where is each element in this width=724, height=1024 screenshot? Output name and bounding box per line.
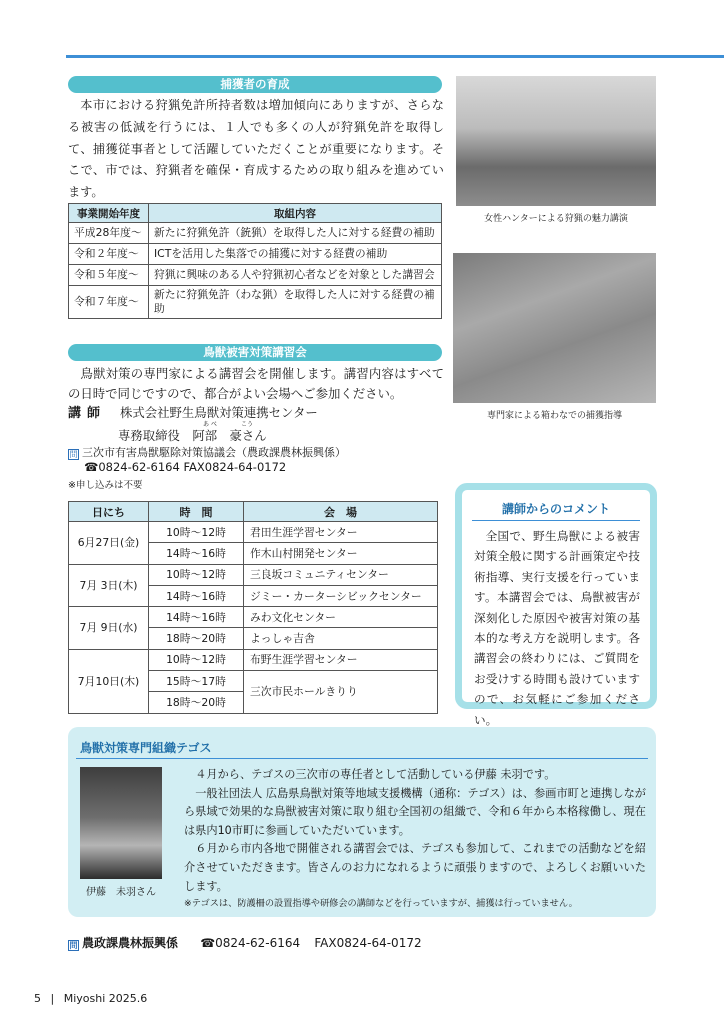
inquiry-icon: 問 [69, 450, 78, 459]
table-row: 7月 3日(木) 10時〜12時 三良坂コミュニティセンター [69, 564, 438, 585]
portrait-caption: 伊藤 未羽さん [86, 887, 156, 898]
comment-divider [472, 520, 640, 521]
table-row: 6月27日(金) 10時〜12時 君田生涯学習センター [69, 522, 438, 543]
initiatives-table [68, 203, 442, 319]
table-header: 会 場 [244, 502, 438, 522]
page-footer [34, 992, 147, 1005]
table-row: 18時〜20時 よっしゃ吉舎 [69, 628, 438, 649]
table-row: 7月10日(木) 10時〜12時 布野生涯学習センター [69, 649, 438, 670]
bottom-contact [68, 934, 422, 951]
comment-text: 全国で、野生鳥獣による被害対策全般に関する計画策定や技術指導、実行支援を行っています。本講習会では、鳥獣被害が深刻化した原因や被害対策の基本的な考え方を説明します。各講習会の終わりには、ご質問をお受けする時間も設けていますので、お気軽にご参加ください。 [474, 529, 640, 727]
inquiry-icon: 問 [69, 941, 78, 950]
tegos-paragraph: ６月から市内各地で開催される講習会では、テゴスも参加して、これまでの活動などを紹介させていただきます。皆さんのお力になれるように頑張りますので、よろしくお願いいたします。 [184, 842, 646, 893]
table-header: 事業開始年度 [69, 204, 149, 223]
table-header: 日にち [69, 502, 149, 522]
schedule-table [68, 501, 438, 714]
registration-note: ※申し込みは不要 [68, 480, 143, 491]
trap-guidance-photo-caption: 専門家による箱わなでの捕獲指導 [486, 411, 622, 421]
ruby-go: こう [241, 421, 254, 428]
comment-title: 講師からのコメント [501, 502, 610, 516]
lecturer-org: 株式会社野生鳥獣対策連携センター [119, 405, 318, 420]
portrait-photo [80, 767, 162, 879]
lecturer-role: 専務取締役 阿部 豪さん [118, 428, 267, 443]
tegos-title: 鳥獣対策専門組織テゴス [80, 741, 212, 755]
hunter-training-intro: 本市における狩猟免許所持者数は増加傾向にありますが、さらなる被害の低減を行うには、１人でも多くの人が狩猟免許を取得して、捕獲従事者として活躍していただくことが重要になります。そこで、市では、狩猟者を確保・育成するための取り組みを進めています。 [68, 98, 444, 200]
table-row: 15時〜17時 三次市民ホールきりり [69, 671, 438, 692]
header-rule [66, 55, 724, 58]
table-header: 時 間 [149, 502, 244, 522]
table-row: 14時〜16時 ジミー・カーターシビックセンター [69, 585, 438, 606]
section-banner-hunter-training: 捕獲者の育成 [68, 76, 442, 93]
tegos-paragraph: 一般社団法人 広島県鳥獣対策等地域支援機構（通称：テゴス）は、参画市町と連携しながら県域で効果的な鳥獣被害対策に取り組む全国初の組織で、令和６年から本格稼働し、現在は県内10市町に参画していただいています。 [184, 786, 646, 837]
lecture-intro: 鳥獣対策の専門家による講習会を開催します。講習内容はすべての日時で同じですので、都合がよい会場へご参加ください。 [68, 366, 444, 401]
table-row: 14時〜16時 作木山村開発センター [69, 543, 438, 564]
contact-tel: ☎0824-62-6164 [200, 936, 301, 950]
tegos-body [184, 766, 646, 912]
inquiry-tel: ☎0824-62-6164 [84, 460, 180, 474]
issue-label: Miyoshi 2025.6 [63, 992, 148, 1005]
tegos-note: ※テゴスは、防護柵の設置指導や研修会の講師などを行っていますが、捕獲は行っていません。 [184, 898, 578, 910]
contact-fax: FAX0824-64-0172 [314, 936, 422, 950]
section-banner-lecture: 鳥獣被害対策講習会 [68, 344, 442, 361]
inquiry-fax: FAX0824-64-0172 [183, 460, 287, 474]
contact-dept: 農政課農林振興係 [82, 936, 179, 950]
table-row: 令和７年度〜 新たに狩猟免許（わな猟）を取得した人に対する経費の補助 [69, 286, 442, 319]
tegos-paragraph: ４月から、テゴスの三次市の専任者として活動している伊藤 未羽です。 [195, 768, 556, 781]
lecturer-comment-box [455, 483, 657, 727]
table-row: 平成28年度〜 新たに狩猟免許（銃猟）を取得した人に対する経費の補助 [69, 223, 442, 244]
lecture-photo [456, 76, 656, 206]
page-number: 5 [34, 992, 41, 1005]
inquiry-org: 三次市有害鳥獣駆除対策協議会（農政課農林振興係） [82, 446, 346, 459]
trap-guidance-photo [453, 253, 656, 403]
footer-divider: | [50, 992, 55, 1005]
table-row: 7月 9日(水) 14時〜16時 みわ文化センター [69, 607, 438, 628]
table-row: 令和２年度〜 ICTを活用した集落での捕獲に対する経費の補助 [69, 244, 442, 265]
lecture-photo-caption: 女性ハンターによる狩猟の魅力講演 [484, 214, 628, 224]
lecturer-label: 講師 [68, 406, 107, 421]
lecturer-info [68, 403, 318, 446]
table-row: 18時〜20時 [69, 692, 438, 713]
tegos-section [68, 727, 656, 917]
table-header: 取組内容 [149, 204, 442, 223]
table-row: 令和５年度〜 狩猟に興味のある人や狩猟初心者などを対象とした講習会 [69, 265, 442, 286]
lecture-inquiry [68, 445, 346, 475]
tegos-divider [76, 758, 648, 759]
ruby-abe: あ べ [203, 421, 217, 428]
